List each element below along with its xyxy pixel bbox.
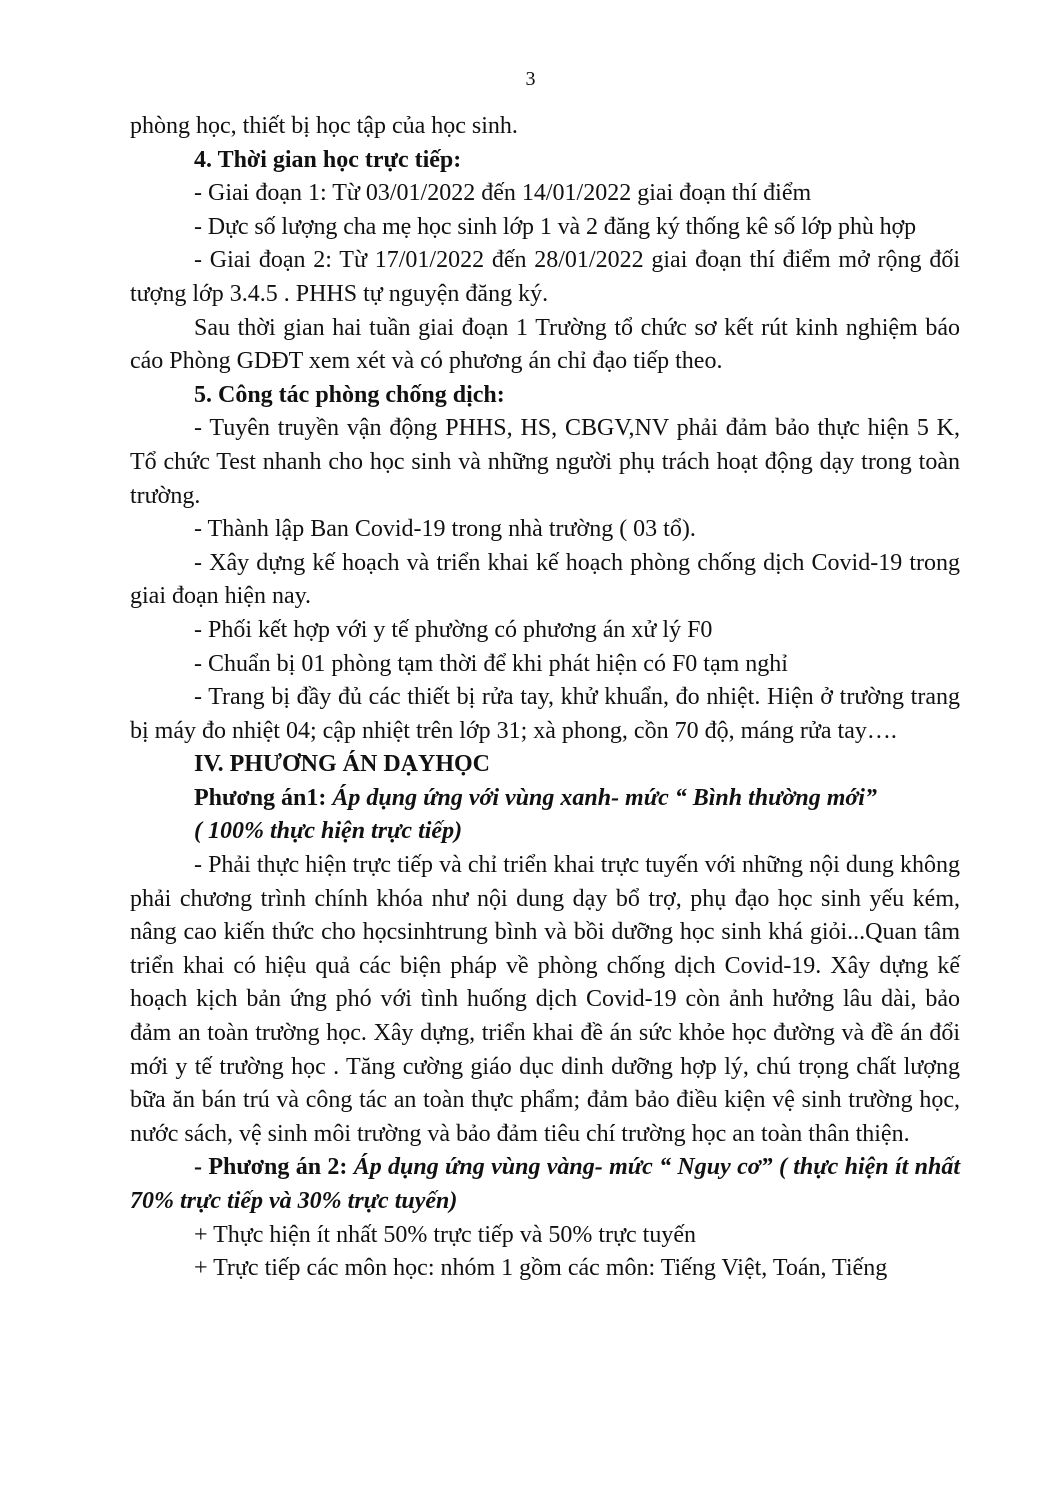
plan-2-heading xyxy=(130,1151,960,1218)
paragraph-phase-2: - Giai đoạn 2: Từ 17/01/2022 đến 28/01/2022 giai đoạn thí điểm mở rộng đối tượng lớp 3.4.5 . PHHS tự nguyện đăng ký. xyxy=(130,247,960,307)
paragraph-parent-count: - Dực số lượng cha mẹ học sinh lớp 1 và 2 đăng ký thống kê số lớp phù hợp xyxy=(194,213,917,240)
plan-1-title: Áp dụng ứng với vùng xanh- mức “ Bình thường mới” xyxy=(332,784,877,811)
section-heading-4: 4. Thời gian học trực tiếp: xyxy=(194,146,462,173)
document-body xyxy=(130,110,960,1286)
paragraph-plan-2-subjects: + Trực tiếp các môn học: nhóm 1 gồm các môn: Tiếng Việt, Toán, Tiếng xyxy=(194,1255,888,1282)
paragraph-continuation: phòng học, thiết bị học tập của học sinh. xyxy=(130,113,518,139)
paragraph-plan-1-body: - Phải thực hiện trực tiếp và chỉ triển khai trực tuyến với những nội dung không phải chương trình chính khóa như nội dung dạy bổ trợ, phụ đạo học sinh yếu kém, nâng cao kiến thức cho họcsinhtrung bình và bồi dưỡng học sinh khá giỏi...Quan tâm triển khai có hiệu quả các biện pháp về phòng chống dịch Covid-19. Xây dựng kế hoạch kịch bản ứng phó với tình huống dịch Covid-19 còn ảnh hưởng lâu dài, bảo đảm an toàn trường học. Xây dựng, triển khai đề án sức khỏe học đường và đề án đổi mới y tế trường học . Tăng cường giáo dục dinh dưỡng hợp lý, chú trọng chất lượng bữa ăn bán trú và công tác an toàn thực phẩm; đảm bảo điều kiện vệ sinh trường học, nước sách, vệ sinh môi trường và bảo đảm tiêu chí trường học an toàn thân thiện. xyxy=(130,852,960,1147)
section-heading-IV: IV. PHƯƠNG ÁN DẠYHỌC xyxy=(194,751,491,778)
section-heading-5: 5. Công tác phòng chống dịch: xyxy=(194,381,505,408)
paragraph-review: Sau thời gian hai tuần giai đoạn 1 Trường tổ chức sơ kết rút kinh nghiệm báo cáo Phòng GDĐT xem xét và có phương án chỉ đạo tiếp theo. xyxy=(130,314,960,375)
paragraph-plan-2-ratio: + Thực hiện ít nhất 50% trực tiếp và 50% trực tuyến xyxy=(194,1221,696,1248)
paragraph-plan: - Xây dựng kế hoạch và triển khai kế hoạch phòng chống dịch Covid-19 trong giai đoạn hiện nay. xyxy=(130,549,960,610)
paragraph-propaganda: - Tuyên truyền vận động PHHS, HS, CBGV,NV phải đảm bảo thực hiện 5 K, Tổ chức Test nhanh cho học sinh và những người phụ trách hoạt động dạy trong toàn trường. xyxy=(130,415,960,509)
plan-1-subtitle: ( 100% thực hiện trực tiếp) xyxy=(194,818,463,845)
paragraph-phase-1: - Giai đoạn 1: Từ 03/01/2022 đến 14/01/2022 giai đoạn thí điểm xyxy=(194,180,812,207)
paragraph-isolation-room: - Chuẩn bị 01 phòng tạm thời để khi phát hiện có F0 tạm nghỉ xyxy=(194,650,788,677)
paragraph-coordination: - Phối kết hợp với y tế phường có phương án xử lý F0 xyxy=(194,616,713,643)
plan-2-label: - Phương án 2: xyxy=(194,1154,354,1181)
plan-1-label: Phương án1: xyxy=(194,784,333,811)
plan-2-title: Áp dụng ứng vùng vàng- mức “ Nguy cơ” ( thực hiện ít nhất 70% trực tiếp và 30% trực tuyến) xyxy=(130,1154,960,1214)
paragraph-equipment: - Trang bị đầy đủ các thiết bị rửa tay, khử khuẩn, đo nhiệt. Hiện ở trường trang bị máy đo nhiệt 04; cập nhiệt trên lớp 31; xà phong, cồn 70 độ, máng rửa tay…. xyxy=(130,684,960,744)
paragraph-covid-board: - Thành lập Ban Covid-19 trong nhà trường ( 03 tổ). xyxy=(194,516,696,543)
plan-1-heading xyxy=(130,782,960,816)
page-number: 3 xyxy=(525,68,536,90)
